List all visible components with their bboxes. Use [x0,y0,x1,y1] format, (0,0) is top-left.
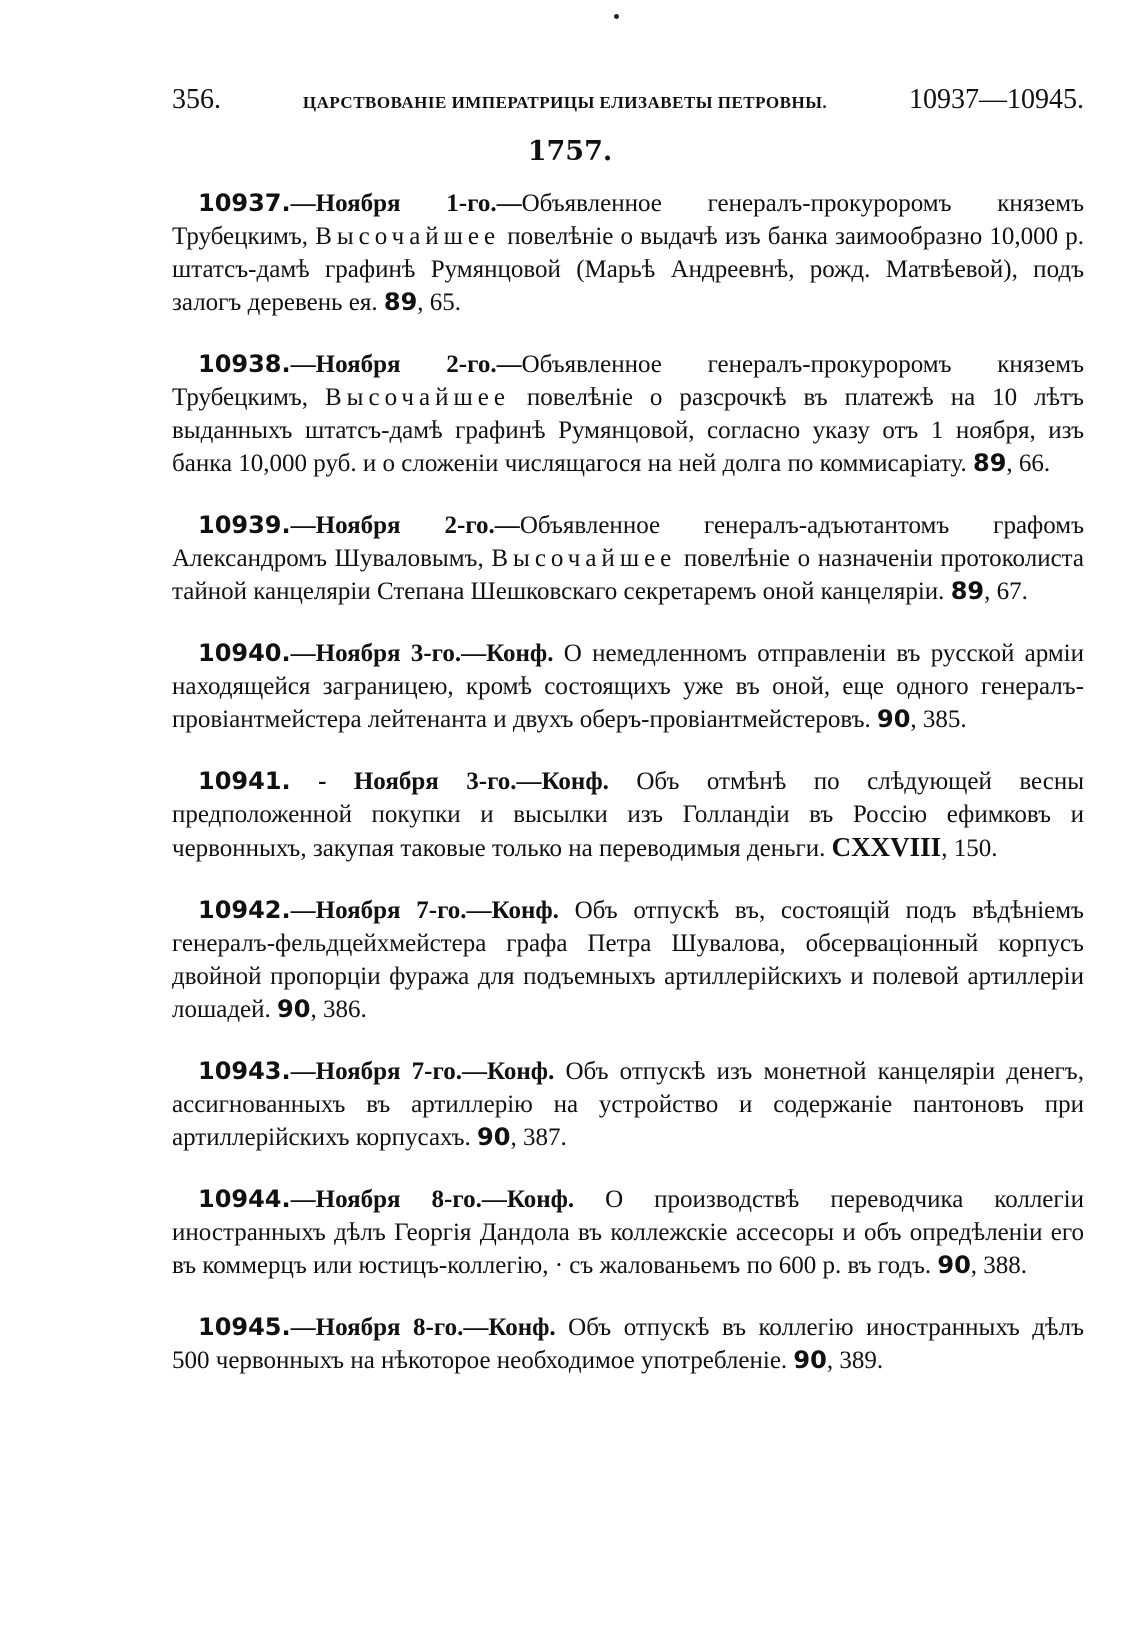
volume-ref: 90 [877,705,911,733]
volume-ref: 89 [950,577,985,605]
entry-10942 [172,894,1084,1026]
entry-10938 [172,348,1084,480]
page-ref: , 66. [1006,450,1051,477]
volume-ref: 90 [793,1346,827,1374]
entry-date: —Ноября 1-го.— [290,190,522,217]
entry-date: —Ноября 2-го.— [290,351,522,378]
volume-ref: 89 [973,449,1007,477]
page-ref: , 385. [910,706,967,733]
entry-spaced-word: Высочайшее [315,223,501,250]
entry-number: 10937. [198,189,291,217]
year-heading: 1757. [527,136,613,167]
entry-spaced-word: Высочайшее [325,384,510,411]
page-header [172,84,1084,120]
page-ref: , 387. [510,1124,567,1151]
entry-date: —Ноября 8-го.—Конф. [290,1186,575,1213]
entry-text-cont: повелѣніе о назначеніи протоколиста тайной канцеляріи Степана Шешковскаго секретаремъ оной канцеляріи. [172,545,1084,605]
entry-text: Объ отпускѣ въ коллегію иностранныхъ дѣлъ 500 червонныхъ на нѣкоторое необходимое употребленіе. [172,1314,1084,1374]
page-ref: , 67. [984,578,1028,605]
entry-number: 10941. [198,767,291,795]
entry-text: Объявленное генералъ-прокуроромъ княземъ Трубецкимъ, [172,190,1085,250]
entry-date: —Ноября 8-го.—Конф. [290,1314,556,1341]
page-ref: , 65. [417,289,462,316]
page-ref: , 388. [970,1252,1028,1279]
volume-ref: 90 [277,995,311,1023]
volume-ref: CXXVIII [831,832,942,862]
volume-ref: 90 [937,1251,971,1279]
entry-number: 10945. [198,1313,291,1341]
entry-number: 10942. [198,896,291,924]
volume-ref: 90 [477,1123,511,1151]
entry-number: 10944. [198,1185,291,1213]
entry-date: —Ноября 3-го.—Конф. [290,640,554,667]
print-speck [614,14,619,19]
entry-text: О производствѣ переводчика коллегіи иностранныхъ дѣлъ Георгія Дандола въ коллежскіе ассесоры и объ опредѣленіи его въ коммерцъ или юстицъ-коллегію, · съ жалованьемъ по 600 р. въ годъ. [172,1186,1084,1279]
entry-10943 [172,1055,1084,1154]
entry-text: Объ отмѣнѣ по слѣдующей весны предположенной покупки и высылки изъ Голландіи въ Россію ефимковъ и червонныхъ, закупая таковые только на переводимыя деньги. [172,768,1084,862]
entry-10944 [172,1183,1084,1282]
entry-text: Объявленное генералъ-адъютантомъ графомъ Александромъ Шуваловымъ, [172,512,1085,572]
entry-text-cont: повелѣніе о выдачѣ изъ банка заимообразно 10,000 р. штатсъ-дамѣ графинѣ Румянцовой (Марьѣ Андреевнѣ, рожд. Матвѣевой), подъ залогъ деревень ея. [172,223,1084,316]
page-ref: , 386. [310,996,367,1023]
entry-10937 [172,187,1084,319]
entry-date: - Ноября 3-го.—Конф. [290,768,609,795]
entry-number: 10939. [198,511,291,539]
entry-date: —Ноября 2-го.— [290,512,520,539]
entry-10940 [172,637,1084,736]
entry-spaced-word: Высочайшее [491,545,677,572]
entry-date: —Ноября 7-го.—Конф. [290,1058,555,1085]
entry-range: 10937—10945. [909,84,1084,115]
entry-number: 10940. [198,639,291,667]
page-ref: , 389. [826,1347,884,1374]
volume-ref: 89 [383,288,418,316]
entry-number: 10943. [198,1057,291,1085]
entry-10941 [172,765,1084,865]
entry-text-cont: повелѣніе о разсрочкѣ въ платежѣ на 10 лѣтъ выданныхъ штатсъ-дамѣ графинѣ Румянцовой, согласно указу отъ 1 ноября, изъ банка 10,000 руб. и о сложеніи числящагося на ней долга по коммисаріату. [172,384,1084,477]
page-ref: , 150. [941,835,998,862]
entries-list [172,187,1084,1377]
entry-10939 [172,509,1084,608]
running-head: ЦАРСТВОВАНІЕ ИМПЕРАТРИЦЫ ЕЛИЗАВЕТЫ ПЕТРОВНЫ. [302,93,828,112]
page-number: 356. [172,84,221,115]
entry-10945 [172,1311,1084,1377]
entry-text: Объ отпускѣ въ, состоящій подъ вѣдѣніемъ генералъ-фельдцейхмейстера графа Петра Шувалова, обсерваціонный корпусъ двойной пропорціи фуража для подъемныхъ артиллерійскихъ и полевой артиллеріи лошадей. [172,897,1084,1023]
entry-text: Объявленное генералъ-прокуроромъ княземъ Трубецкимъ, [172,351,1085,411]
entry-number: 10938. [198,350,291,378]
entry-date: —Ноября 7-го.—Конф. [290,897,559,924]
entry-text: Объ отпускѣ изъ монетной канцеляріи денегъ, ассигнованныхъ въ артиллерію на устройство и содержаніе пантоновъ при артиллерійскихъ корпусахъ. [172,1058,1084,1151]
entry-text: О немедленномъ отправленіи въ русской арміи находящейся заграницею, кромѣ состоящихъ уже въ оной, еще одного генералъ-провіантмейстера лейтенанта и двухъ оберъ-провіантмейстеровъ. [172,640,1084,733]
